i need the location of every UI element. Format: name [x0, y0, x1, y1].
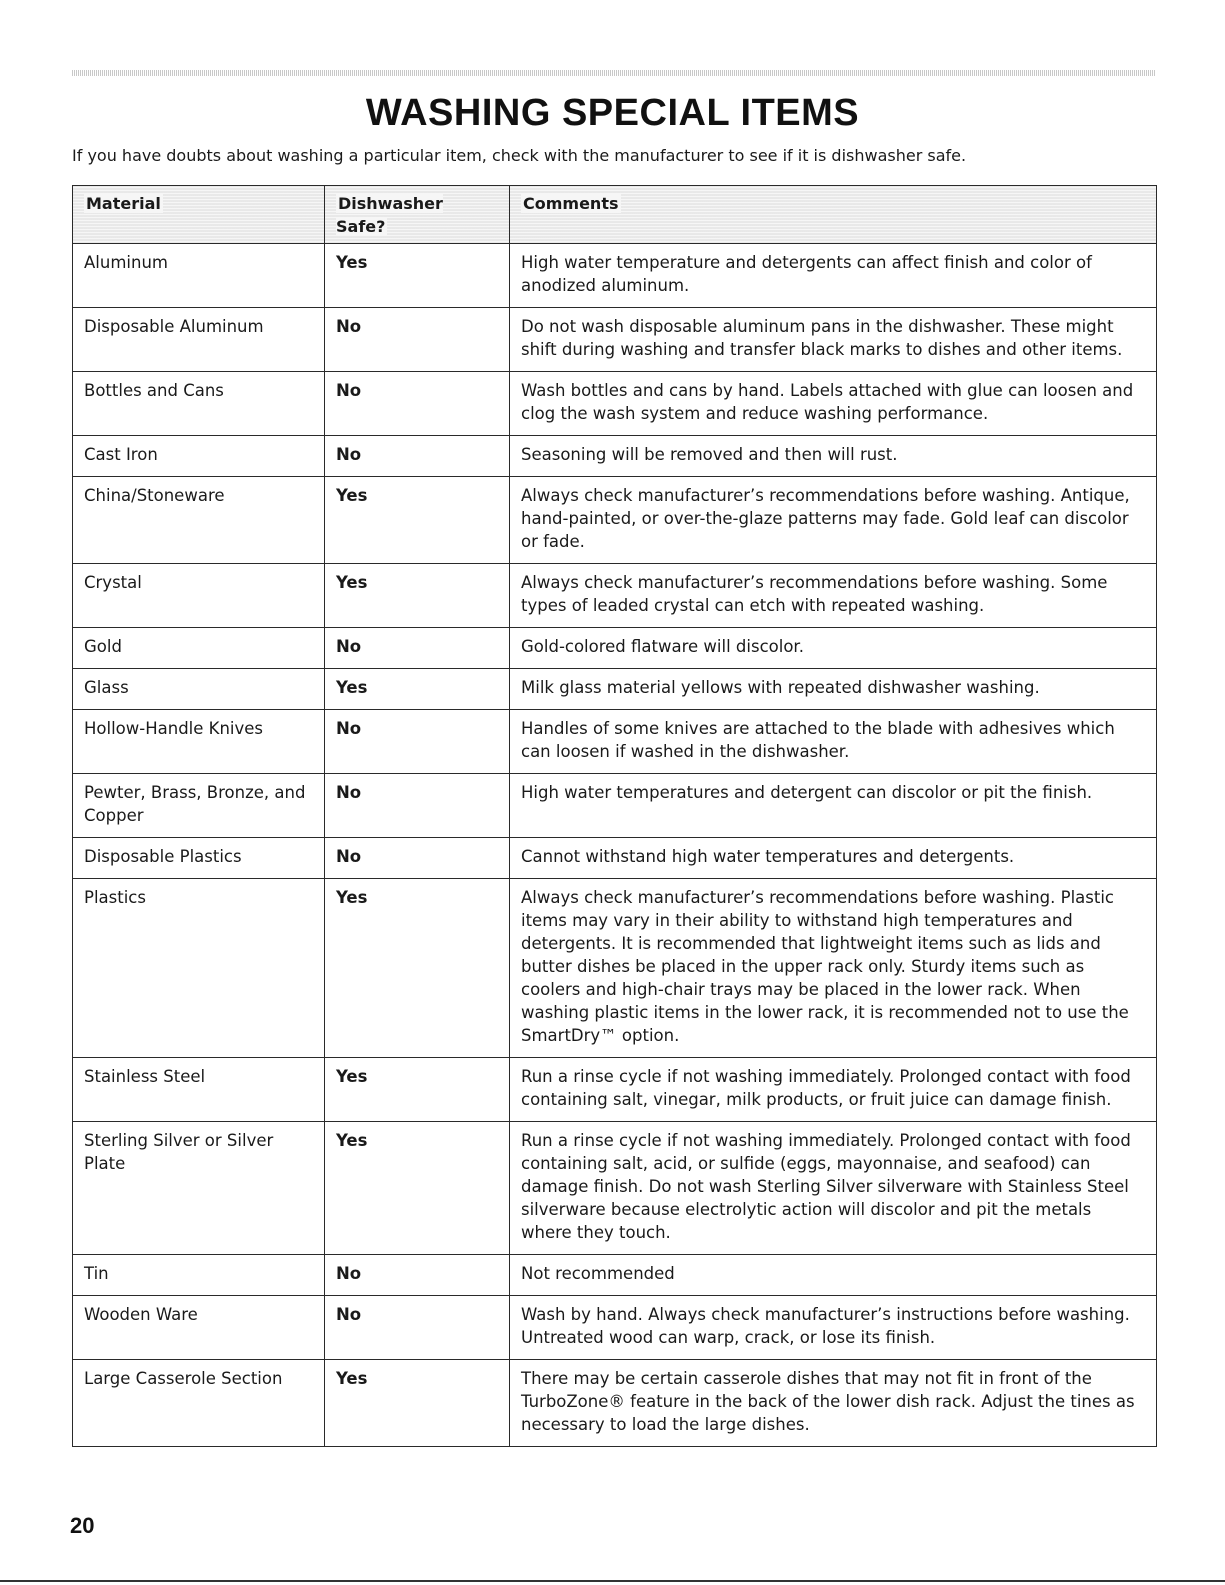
safe-cell: Yes [325, 1122, 510, 1255]
comment-cell: High water temperatures and detergent can discolor or pit the finish. [510, 774, 1157, 838]
material-cell: Aluminum [73, 244, 325, 308]
safe-cell: Yes [325, 1058, 510, 1122]
safe-cell: No [325, 308, 510, 372]
table-row [73, 774, 1157, 838]
safe-cell: No [325, 628, 510, 669]
header-material: Material [73, 186, 325, 244]
safe-cell: No [325, 1255, 510, 1296]
comment-cell: Always check manufacturer’s recommendations before washing. Some types of leaded crystal can etch with repeated washing. [510, 564, 1157, 628]
comment-cell: Always check manufacturer’s recommendations before washing. Antique, hand-painted, or over-the-glaze patterns may fade. Gold leaf can discolor or fade. [510, 477, 1157, 564]
safe-cell: Yes [325, 669, 510, 710]
material-cell: China/Stoneware [73, 477, 325, 564]
table-row [73, 1122, 1157, 1255]
safe-cell: No [325, 1296, 510, 1360]
material-cell: Bottles and Cans [73, 372, 325, 436]
material-cell: Crystal [73, 564, 325, 628]
bottom-divider [0, 1580, 1225, 1582]
safe-cell: No [325, 372, 510, 436]
safe-cell: No [325, 838, 510, 879]
comment-cell: Gold-colored flatware will discolor. [510, 628, 1157, 669]
comment-cell: There may be certain casserole dishes that may not fit in front of the TurboZone® feature in the back of the lower dish rack. Adjust the tines as necessary to load the large dishes. [510, 1360, 1157, 1447]
material-cell: Glass [73, 669, 325, 710]
top-divider [72, 70, 1155, 76]
safe-cell: No [325, 436, 510, 477]
safe-cell: No [325, 774, 510, 838]
material-cell: Large Casserole Section [73, 1360, 325, 1447]
table-row [73, 669, 1157, 710]
material-cell: Cast Iron [73, 436, 325, 477]
header-comments: Comments [510, 186, 1157, 244]
safe-cell: Yes [325, 477, 510, 564]
intro-text: If you have doubts about washing a particular item, check with the manufacturer to see if it is dishwasher safe. [72, 146, 967, 165]
material-cell: Plastics [73, 879, 325, 1058]
safe-cell: Yes [325, 244, 510, 308]
safe-cell: No [325, 710, 510, 774]
table-row [73, 436, 1157, 477]
table-row [73, 372, 1157, 436]
comment-cell: Run a rinse cycle if not washing immediately. Prolonged contact with food containing salt, vinegar, milk products, or fruit juice can damage finish. [510, 1058, 1157, 1122]
table-row [73, 1296, 1157, 1360]
comment-cell: Cannot withstand high water temperatures and detergents. [510, 838, 1157, 879]
comment-cell: Do not wash disposable aluminum pans in the dishwasher. These might shift during washing and transfer black marks to dishes and other items. [510, 308, 1157, 372]
table-row [73, 244, 1157, 308]
material-cell: Disposable Aluminum [73, 308, 325, 372]
comment-cell: High water temperature and detergents can affect finish and color of anodized aluminum. [510, 244, 1157, 308]
comment-cell: Wash bottles and cans by hand. Labels attached with glue can loosen and clog the wash system and reduce washing performance. [510, 372, 1157, 436]
table-row [73, 1058, 1157, 1122]
table-row [73, 838, 1157, 879]
comment-cell: Run a rinse cycle if not washing immediately. Prolonged contact with food containing salt, acid, or sulfide (eggs, mayonnaise, and seafood) can damage finish. Do not wash Sterling Silver silverware with Stainless Steel silverware because electrolytic action will discolor and pit the metals where they touch. [510, 1122, 1157, 1255]
table-header-row [73, 186, 1157, 244]
safe-cell: Yes [325, 564, 510, 628]
table-row [73, 308, 1157, 372]
material-cell: Stainless Steel [73, 1058, 325, 1122]
table-row [73, 1255, 1157, 1296]
material-cell: Wooden Ware [73, 1296, 325, 1360]
table-row [73, 477, 1157, 564]
material-cell: Pewter, Brass, Bronze, and Copper [73, 774, 325, 838]
table-row [73, 1360, 1157, 1447]
material-cell: Gold [73, 628, 325, 669]
table-row [73, 879, 1157, 1058]
safe-cell: Yes [325, 879, 510, 1058]
page-title: WASHING SPECIAL ITEMS [365, 92, 860, 134]
special-items-table [72, 185, 1157, 1447]
comment-cell: Wash by hand. Always check manufacturer’s instructions before washing. Untreated wood can warp, crack, or lose its finish. [510, 1296, 1157, 1360]
comment-cell: Always check manufacturer’s recommendations before washing. Plastic items may vary in their ability to withstand high temperatures and detergents. It is recommended that lightweight items such as lids and butter dishes be placed in the upper rack only. Sturdy items such as coolers and high-chair trays may be placed in the lower rack. When washing plastic items in the lower rack, it is recommended not to use the SmartDry™ option. [510, 879, 1157, 1058]
comment-cell: Handles of some knives are attached to the blade with adhesives which can loosen if washed in the dishwasher. [510, 710, 1157, 774]
page-number: 20 [70, 1513, 95, 1538]
material-cell: Disposable Plastics [73, 838, 325, 879]
header-dishwasher-safe: Dishwasher Safe? [325, 186, 510, 244]
material-cell: Sterling Silver or Silver Plate [73, 1122, 325, 1255]
table-row [73, 710, 1157, 774]
table-row [73, 628, 1157, 669]
comment-cell: Not recommended [510, 1255, 1157, 1296]
table-row [73, 564, 1157, 628]
material-cell: Hollow-Handle Knives [73, 710, 325, 774]
comment-cell: Milk glass material yellows with repeated dishwasher washing. [510, 669, 1157, 710]
comment-cell: Seasoning will be removed and then will rust. [510, 436, 1157, 477]
safe-cell: Yes [325, 1360, 510, 1447]
material-cell: Tin [73, 1255, 325, 1296]
